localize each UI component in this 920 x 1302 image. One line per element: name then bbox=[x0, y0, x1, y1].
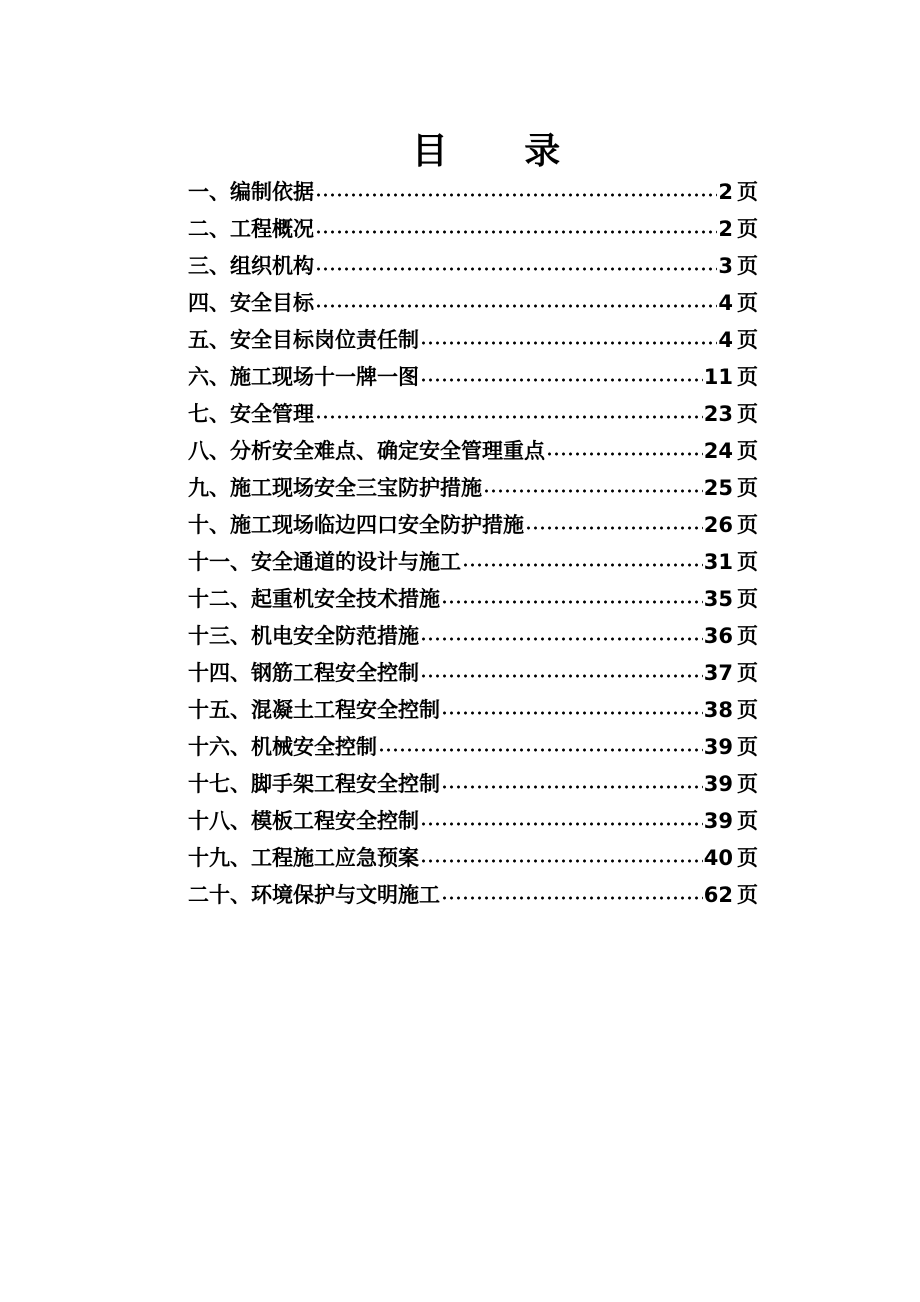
toc-page-number: 36 bbox=[703, 624, 733, 648]
toc-entry bbox=[188, 248, 758, 285]
toc-entry-page bbox=[718, 285, 758, 322]
toc-page-number: 11 bbox=[703, 365, 733, 389]
toc-page-number: 4 bbox=[718, 328, 733, 352]
toc-entry-label: 十二、起重机安全技术措施 bbox=[188, 587, 440, 611]
toc-entry-page bbox=[704, 729, 758, 766]
toc-entry-page bbox=[718, 211, 758, 248]
toc-page-number: 39 bbox=[703, 809, 733, 833]
toc-entry bbox=[188, 396, 758, 433]
toc-dot-leader bbox=[441, 600, 703, 604]
toc-page-number: 2 bbox=[718, 180, 733, 204]
toc-page-unit: 页 bbox=[737, 550, 758, 574]
toc-page-unit: 页 bbox=[737, 735, 758, 759]
toc-dot-leader bbox=[315, 193, 717, 197]
toc-entry bbox=[188, 322, 758, 359]
toc-page-number: 4 bbox=[718, 291, 733, 315]
toc-page-number: 40 bbox=[703, 846, 733, 870]
toc-page-unit: 页 bbox=[737, 698, 758, 722]
toc-page-unit: 页 bbox=[737, 809, 758, 833]
toc-entry-page bbox=[704, 803, 758, 840]
toc-page-unit: 页 bbox=[737, 624, 758, 648]
toc-entry-page bbox=[704, 507, 758, 544]
toc-entry bbox=[188, 803, 758, 840]
toc-dot-leader bbox=[483, 489, 703, 493]
toc-page-unit: 页 bbox=[737, 365, 758, 389]
toc-entry-label: 十六、机械安全控制 bbox=[188, 735, 377, 759]
toc-entry bbox=[188, 766, 758, 803]
toc-dot-leader bbox=[315, 267, 717, 271]
toc-entry-label: 十八、模板工程安全控制 bbox=[188, 809, 419, 833]
toc-dot-leader bbox=[441, 785, 703, 789]
toc-entry-page bbox=[718, 322, 758, 359]
page-title: 目 录 bbox=[411, 131, 593, 172]
toc-dot-leader bbox=[315, 304, 717, 308]
toc-entry-page bbox=[704, 396, 758, 433]
toc-page-number: 37 bbox=[703, 661, 733, 685]
toc-page-unit: 页 bbox=[737, 217, 758, 241]
toc-entry-label: 二、工程概况 bbox=[188, 217, 314, 241]
toc-entry-label: 八、分析安全难点、确定安全管理重点 bbox=[188, 439, 545, 463]
toc-entry bbox=[188, 359, 758, 396]
toc-entry bbox=[188, 655, 758, 692]
toc-dot-leader bbox=[546, 452, 703, 456]
toc-dot-leader bbox=[420, 341, 717, 345]
toc-dot-leader bbox=[420, 378, 703, 382]
toc-entry bbox=[188, 211, 758, 248]
toc-entry-page bbox=[704, 433, 758, 470]
toc-dot-leader bbox=[420, 822, 703, 826]
toc-entry-label: 六、施工现场十一牌一图 bbox=[188, 365, 419, 389]
toc-entry bbox=[188, 544, 758, 581]
toc-page-unit: 页 bbox=[737, 180, 758, 204]
toc-page-unit: 页 bbox=[737, 846, 758, 870]
toc-entry-label: 十三、机电安全防范措施 bbox=[188, 624, 419, 648]
toc-page-number: 62 bbox=[703, 883, 733, 907]
toc-entry-page bbox=[704, 877, 758, 914]
toc-page-number: 35 bbox=[703, 587, 733, 611]
toc-entry-label: 十五、混凝土工程安全控制 bbox=[188, 698, 440, 722]
toc-page-unit: 页 bbox=[737, 328, 758, 352]
toc-entry bbox=[188, 285, 758, 322]
toc-page-number: 38 bbox=[703, 698, 733, 722]
toc-page-number: 2 bbox=[718, 217, 733, 241]
toc-entry bbox=[188, 507, 758, 544]
toc-page-unit: 页 bbox=[737, 291, 758, 315]
toc-entry-page bbox=[704, 470, 758, 507]
toc-entry-page bbox=[704, 840, 758, 877]
toc-entry-page bbox=[718, 174, 758, 211]
toc-entry-label: 十七、脚手架工程安全控制 bbox=[188, 772, 440, 796]
toc-entry-page bbox=[704, 359, 758, 396]
toc-page-number: 3 bbox=[718, 254, 733, 278]
toc-entry-label: 九、施工现场安全三宝防护措施 bbox=[188, 476, 482, 500]
toc-entry-label: 一、编制依据 bbox=[188, 180, 314, 204]
toc-page-number: 26 bbox=[703, 513, 733, 537]
toc-dot-leader bbox=[420, 859, 703, 863]
toc-dot-leader bbox=[378, 748, 703, 752]
toc-page-number: 25 bbox=[703, 476, 733, 500]
toc-dot-leader bbox=[420, 637, 703, 641]
toc-dot-leader bbox=[525, 526, 703, 530]
toc-entry-page bbox=[704, 655, 758, 692]
toc-page-number: 39 bbox=[703, 772, 733, 796]
toc-entry-label: 五、安全目标岗位责任制 bbox=[188, 328, 419, 352]
toc-entry bbox=[188, 877, 758, 914]
toc-entry bbox=[188, 174, 758, 211]
toc-page-number: 23 bbox=[703, 402, 733, 426]
toc-entry bbox=[188, 840, 758, 877]
toc-entry bbox=[188, 433, 758, 470]
toc-entry bbox=[188, 729, 758, 766]
toc-entry-label: 十、施工现场临边四口安全防护措施 bbox=[188, 513, 524, 537]
toc-entry-page bbox=[704, 544, 758, 581]
toc-page-number: 24 bbox=[703, 439, 733, 463]
toc-entry-page bbox=[704, 618, 758, 655]
toc-entry bbox=[188, 581, 758, 618]
toc-entry-label: 三、组织机构 bbox=[188, 254, 314, 278]
toc-entry-label: 四、安全目标 bbox=[188, 291, 314, 315]
toc-entry-page bbox=[704, 766, 758, 803]
toc-entry bbox=[188, 692, 758, 729]
toc-page-unit: 页 bbox=[737, 661, 758, 685]
toc-page-unit: 页 bbox=[737, 513, 758, 537]
toc-entry-label: 十一、安全通道的设计与施工 bbox=[188, 550, 461, 574]
toc-dot-leader bbox=[315, 230, 717, 234]
toc-page-unit: 页 bbox=[737, 587, 758, 611]
toc-entry bbox=[188, 470, 758, 507]
toc-page-unit: 页 bbox=[737, 883, 758, 907]
toc-page-unit: 页 bbox=[737, 772, 758, 796]
toc-page-unit: 页 bbox=[737, 402, 758, 426]
toc-page-number: 39 bbox=[703, 735, 733, 759]
toc-entry-label: 二十、环境保护与文明施工 bbox=[188, 883, 440, 907]
toc-dot-leader bbox=[315, 415, 703, 419]
toc-entry-label: 七、安全管理 bbox=[188, 402, 314, 426]
toc-page-unit: 页 bbox=[737, 439, 758, 463]
toc-entry bbox=[188, 618, 758, 655]
toc-page-number: 31 bbox=[703, 550, 733, 574]
toc-entry-page bbox=[704, 581, 758, 618]
table-of-contents bbox=[188, 174, 758, 914]
toc-page-unit: 页 bbox=[737, 476, 758, 500]
toc-dot-leader bbox=[462, 563, 703, 567]
toc-page-unit: 页 bbox=[737, 254, 758, 278]
toc-entry-page bbox=[704, 692, 758, 729]
toc-dot-leader bbox=[420, 674, 703, 678]
toc-dot-leader bbox=[441, 896, 703, 900]
toc-entry-label: 十九、工程施工应急预案 bbox=[188, 846, 419, 870]
toc-entry-page bbox=[718, 248, 758, 285]
toc-entry-label: 十四、钢筋工程安全控制 bbox=[188, 661, 419, 685]
toc-dot-leader bbox=[441, 711, 703, 715]
